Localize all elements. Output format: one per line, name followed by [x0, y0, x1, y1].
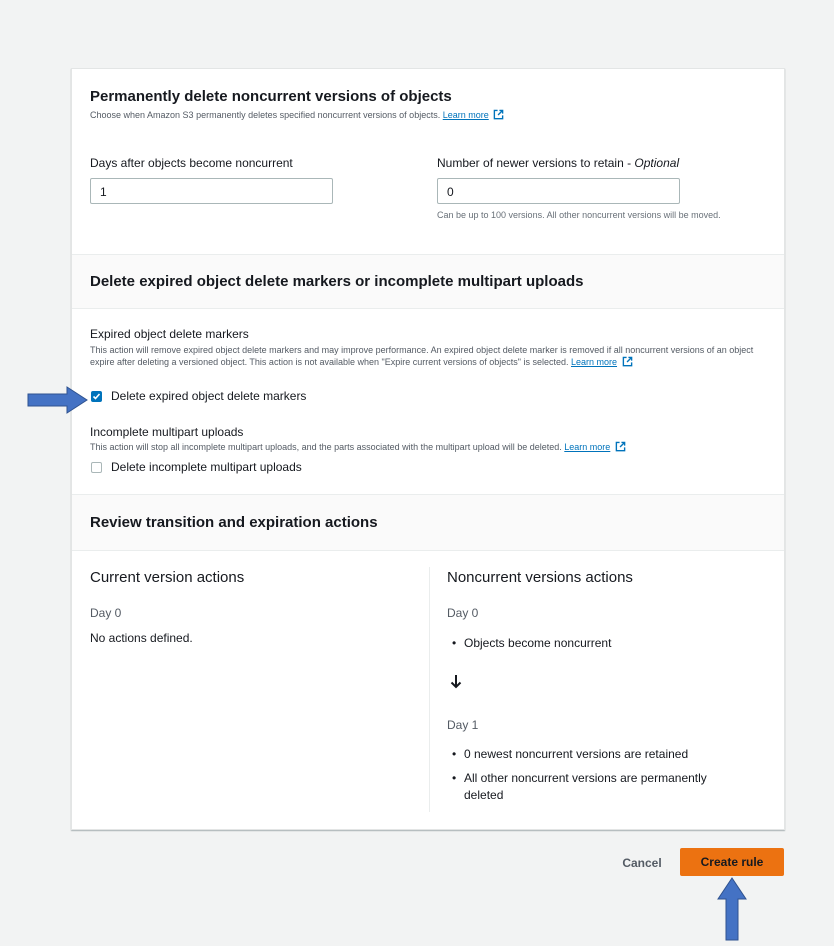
list-item: • 0 newest noncurrent versions are retained: [464, 746, 688, 763]
review-header: [72, 494, 784, 551]
current-day-label: Day 0: [90, 606, 122, 620]
learn-more-link[interactable]: Learn more: [571, 357, 618, 367]
retain-versions-label: [437, 156, 679, 170]
delete-markers-checkbox[interactable]: [91, 391, 102, 402]
delete-expired-title: Delete expired object delete markers or incomplete multipart uploads: [90, 273, 584, 290]
list-item: • All other noncurrent versions are permanently deleted: [464, 770, 744, 804]
external-link-icon: [493, 109, 504, 120]
multipart-description-text: This action will stop all incomplete multipart uploads, and the parts associated with the multipart upload will be deleted.: [90, 442, 562, 452]
noncurrent-day1-label: Day 1: [447, 718, 479, 732]
noncurrent-day0-label: Day 0: [447, 606, 479, 620]
days-noncurrent-input[interactable]: 1: [90, 178, 333, 204]
create-rule-button[interactable]: Create rule: [680, 848, 784, 876]
column-divider: [429, 567, 430, 812]
permanently-delete-description: [90, 109, 770, 121]
external-link-icon: [615, 441, 626, 452]
multipart-description: [90, 441, 780, 453]
retain-versions-input[interactable]: 0: [437, 178, 680, 204]
retain-versions-hint: Can be up to 100 versions. All other noncurrent versions will be moved.: [437, 210, 721, 220]
expired-markers-description: [90, 344, 770, 368]
current-actions-title: Current version actions: [90, 569, 245, 586]
delete-markers-checkbox-label[interactable]: Delete expired object delete markers: [111, 389, 307, 403]
review-title: Review transition and expiration actions: [90, 514, 378, 531]
days-noncurrent-label: Days after objects become noncurrent: [90, 156, 293, 170]
list-item: • Objects become noncurrent: [464, 635, 611, 652]
delete-multipart-checkbox[interactable]: [91, 462, 102, 473]
retain-versions-label-text: Number of newer versions to retain -: [437, 156, 635, 170]
lifecycle-rule-panel: [71, 68, 785, 830]
optional-tag: Optional: [634, 156, 680, 170]
current-empty-text: No actions defined.: [90, 631, 193, 645]
learn-more-link[interactable]: Learn more: [564, 442, 611, 452]
cancel-button[interactable]: Cancel: [622, 856, 662, 870]
annotation-arrow-up: [716, 877, 748, 942]
noncurrent-actions-title: Noncurrent versions actions: [447, 569, 633, 586]
checkmark-icon: [92, 392, 101, 401]
delete-multipart-checkbox-label[interactable]: Delete incomplete multipart uploads: [111, 460, 302, 474]
expired-markers-heading: Expired object delete markers: [90, 327, 249, 341]
external-link-icon: [622, 356, 633, 367]
delete-expired-header: [72, 254, 784, 309]
learn-more-link[interactable]: Learn more: [442, 110, 489, 120]
expired-markers-description-text: This action will remove expired object delete markers and may improve performance. An expired object delete marker is removed if all noncurrent versions of an object expire after deleting a versioned object. This action is not available when "Expire current versions of objects" is selected.: [90, 345, 754, 367]
annotation-arrow-right: [27, 385, 89, 415]
permanently-delete-title: Permanently delete noncurrent versions of objects: [90, 88, 452, 105]
down-arrow-icon: [450, 674, 462, 689]
permanently-delete-description-text: Choose when Amazon S3 permanently deletes specified noncurrent versions of objects.: [90, 110, 441, 120]
multipart-heading: Incomplete multipart uploads: [90, 425, 244, 439]
